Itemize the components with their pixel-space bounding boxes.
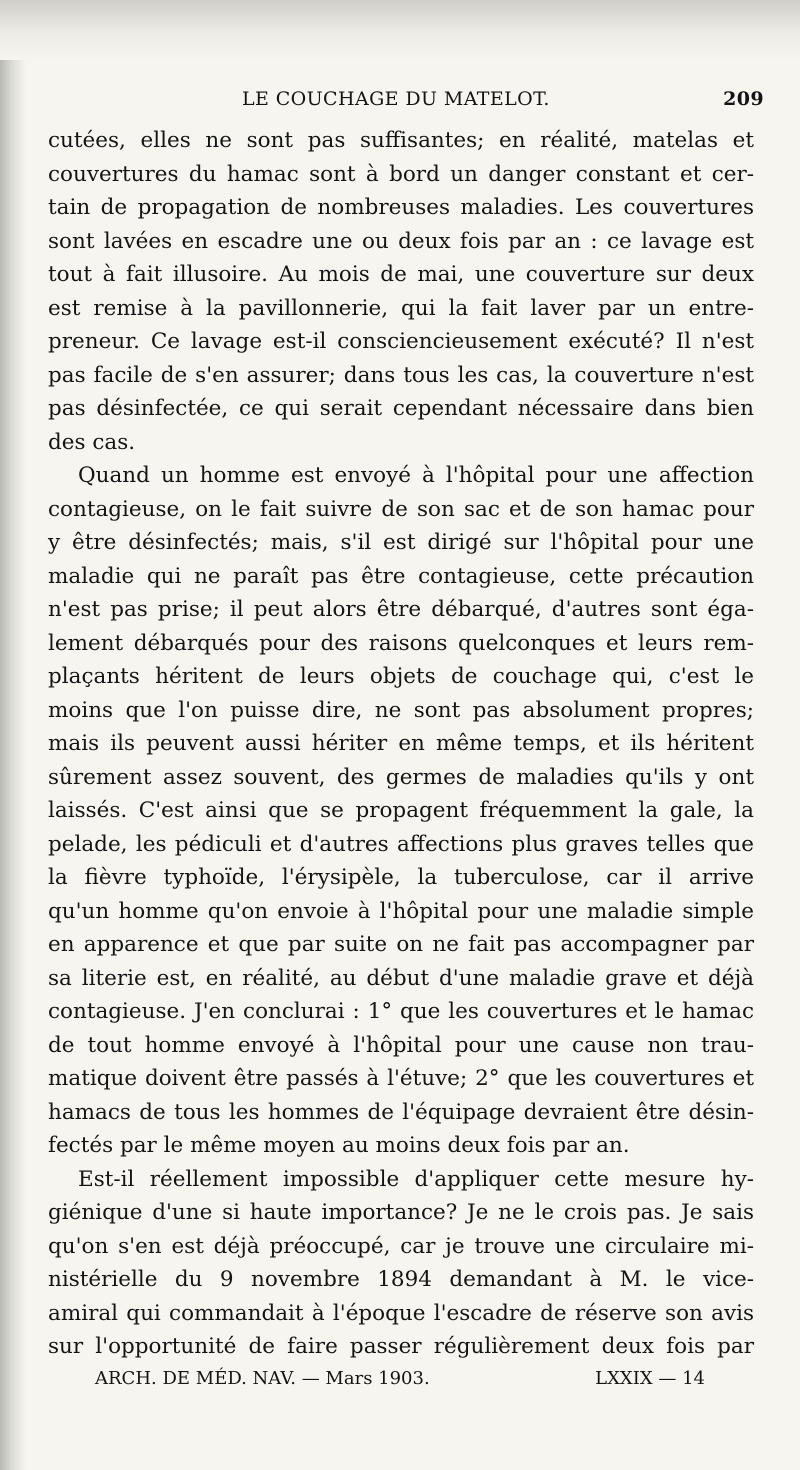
text-line: hamacs de tous les hommes de l'équipage devraient être désin- bbox=[48, 1099, 754, 1125]
text-line: maladie qui ne paraît pas être contagieuse, cette précaution bbox=[48, 563, 754, 589]
text-line: sûrement assez souvent, des germes de maladies qu'ils y ont bbox=[48, 764, 754, 790]
body-text bbox=[48, 124, 754, 1364]
text-line: lement débarqués pour des raisons quelconques et leurs rem- bbox=[48, 630, 754, 656]
text-line: laissés. C'est ainsi que se propagent fréquemment la gale, la bbox=[48, 798, 754, 823]
running-header bbox=[78, 84, 764, 116]
page-top-shadow bbox=[0, 0, 800, 60]
text-line: Est-il réellement impossible d'appliquer cette mesure hy- bbox=[78, 1166, 754, 1192]
text-line: pelade, les pédiculi et d'autres affections plus graves telles que bbox=[48, 831, 754, 857]
text-line: contagieuse, on le fait suivre de son sac et de son hamac pour bbox=[48, 496, 754, 522]
text-line: moins que l'on puisse dire, ne sont pas absolument propres; bbox=[48, 697, 754, 723]
text-line: de tout homme envoyé à l'hôpital pour une cause non trau- bbox=[48, 1032, 754, 1058]
text-line: amiral qui commandait à l'époque l'escadre de réserve son avis bbox=[48, 1300, 754, 1326]
text-line: couvertures du hamac sont à bord un danger constant et cer- bbox=[48, 161, 754, 187]
text-line: giénique d'une si haute importance? Je ne le crois pas. Je sais bbox=[48, 1200, 754, 1225]
text-line: en apparence et que par suite on ne fait pas accompagner par bbox=[48, 932, 754, 957]
text-line: pas désinfectée, ce qui serait cependant nécessaire dans bien bbox=[48, 396, 754, 421]
text-line: n'est pas prise; il peut alors être débarqué, d'autres sont éga- bbox=[48, 597, 754, 622]
page-footer bbox=[95, 1368, 705, 1398]
footer-citation: ARCH. DE MÉD. NAV. — Mars 1903. bbox=[95, 1368, 430, 1389]
text-line: tain de propagation de nombreuses maladies. Les couvertures bbox=[48, 195, 754, 220]
text-line: la fièvre typhoïde, l'érysipèle, la tuberculose, car il arrive bbox=[48, 865, 754, 890]
text-line: qu'on s'en est déjà préoccupé, car je trouve une circulaire mi- bbox=[48, 1233, 754, 1259]
text-line: est remise à la pavillonnerie, qui la fait laver par un entre- bbox=[48, 295, 754, 321]
text-line: cutées, elles ne sont pas suffisantes; en réalité, matelas et bbox=[48, 128, 754, 153]
text-line: plaçants héritent de leurs objets de couchage qui, c'est le bbox=[48, 664, 754, 689]
text-line: pas facile de s'en assurer; dans tous les cas, la couverture n'est bbox=[48, 362, 754, 388]
text-line: y être désinfectés; mais, s'il est dirigé sur l'hôpital pour une bbox=[48, 530, 754, 555]
page-number: 209 bbox=[723, 88, 764, 110]
text-line: qu'un homme qu'on envoie à l'hôpital pour une maladie simple bbox=[48, 898, 754, 924]
text-line: matique doivent être passés à l'étuve; 2° que les couvertures et bbox=[48, 1066, 754, 1091]
text-line: Quand un homme est envoyé à l'hôpital pour une affection bbox=[78, 463, 754, 488]
text-line: sur l'opportunité de faire passer régulièrement deux fois par bbox=[48, 1334, 754, 1359]
text-line: nistérielle du 9 novembre 1894 demandant à M. le vice- bbox=[48, 1267, 754, 1292]
text-line: preneur. Ce lavage est-il consciencieusement exécuté? Il n'est bbox=[48, 329, 754, 354]
text-line: tout à fait illusoire. Au mois de mai, une couverture sur deux bbox=[48, 262, 754, 287]
footer-signature: LXXIX — 14 bbox=[595, 1368, 705, 1389]
running-title: LE COUCHAGE DU MATELOT. bbox=[242, 88, 550, 110]
text-line: contagieuse. J'en conclurai : 1° que les couvertures et le hamac bbox=[48, 999, 754, 1024]
page-binding-shadow bbox=[0, 0, 26, 1470]
text-line: fectés par le même moyen au moins deux fois par an. bbox=[48, 1133, 630, 1158]
text-line: sont lavées en escadre une ou deux fois par an : ce lavage est bbox=[48, 228, 754, 254]
text-line: des cas. bbox=[48, 429, 136, 455]
text-line: sa literie est, en réalité, au début d'une maladie grave et déjà bbox=[48, 965, 754, 991]
text-line: mais ils peuvent aussi hériter en même temps, et ils héritent bbox=[48, 731, 754, 756]
